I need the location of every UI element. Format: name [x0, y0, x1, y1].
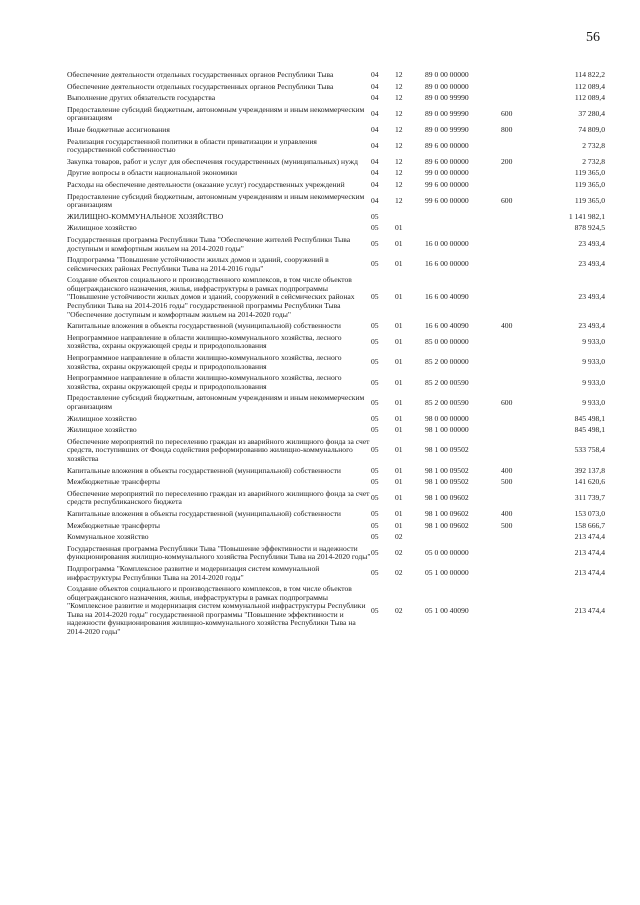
row-target-code: 98 1 00 09502 [425, 465, 469, 475]
row-target-code [425, 532, 501, 544]
table-row [67, 105, 605, 125]
row-amount: 9 933,0 [582, 377, 605, 387]
row-subsection: 12 [395, 156, 403, 166]
row-section: 05 [371, 223, 379, 233]
row-expense-type: 400 [501, 508, 513, 518]
table-row [67, 333, 605, 353]
row-section: 05 [371, 211, 379, 221]
table-row [67, 544, 605, 564]
row-subsection: 02 [395, 548, 403, 558]
row-target-code: 99 6 00 00000 [425, 195, 469, 205]
row-subsection: 01 [395, 377, 403, 387]
row-amount: 158 666,7 [574, 520, 605, 530]
row-amount: 845 498,1 [574, 413, 605, 423]
table-row [67, 137, 605, 157]
row-target-code: 98 1 00 00000 [425, 425, 469, 435]
row-subsection: 12 [395, 109, 403, 119]
row-section: 05 [371, 477, 379, 487]
row-expense-type [501, 82, 541, 94]
row-subsection: 01 [395, 508, 403, 518]
row-expense-type [501, 544, 541, 564]
table-row [67, 82, 605, 94]
row-section: 04 [371, 109, 379, 119]
row-subsection: 12 [395, 195, 403, 205]
row-subsection: 12 [395, 81, 403, 91]
row-section: 05 [371, 548, 379, 558]
row-amount: 878 924,5 [574, 223, 605, 233]
row-name: Обеспечение мероприятий по переселению граждан из аварийного жилищного фонда за счет средств республиканского бюджета [67, 488, 370, 507]
row-amount: 213 474,4 [574, 548, 605, 558]
row-expense-type: 600 [501, 109, 513, 119]
row-subsection: 01 [395, 397, 403, 407]
row-amount: 2 732,8 [582, 156, 605, 166]
row-amount: 213 474,4 [574, 532, 605, 542]
row-amount: 112 089,4 [574, 81, 605, 91]
row-section: 05 [371, 568, 379, 578]
row-expense-type: 500 [501, 520, 513, 530]
row-name: Государственная программа Республики Тыва "Повышение эффективности и надежности функционирования жилищно-коммунального хозяйства Республики Тыва на 2014-2020 годы" [67, 543, 371, 562]
table-row [67, 466, 605, 478]
row-amount: 23 493,4 [578, 239, 605, 249]
row-expense-type: 200 [501, 156, 513, 166]
row-expense-type [501, 489, 541, 509]
row-name: Жилищное хозяйство [67, 223, 137, 233]
row-target-code [425, 223, 501, 235]
row-section: 05 [371, 377, 379, 387]
row-amount: 9 933,0 [582, 397, 605, 407]
table-row [67, 564, 605, 584]
row-section: 04 [371, 156, 379, 166]
row-name: Обеспечение мероприятий по переселению граждан из аварийного жилищного фонда за счет средств, поступивших от Фонда содействия реформированию жилищно-коммунального хозяйства [67, 436, 370, 463]
row-section: 05 [371, 239, 379, 249]
row-name: Коммунальное хозяйство [67, 532, 149, 542]
row-section: 04 [371, 195, 379, 205]
table-row [67, 125, 605, 137]
row-target-code [425, 212, 501, 224]
table-row [67, 180, 605, 192]
row-target-code: 89 0 00 00000 [425, 70, 469, 79]
row-name: Подпрограмма "Комплексное развитие и модернизация систем коммунальной инфраструктуры Республики Тыва на 2014-2020 годы" [67, 563, 320, 582]
row-name: Расходы на обеспечение деятельности (оказание услуг) государственных учреждений [67, 179, 345, 189]
row-subsection: 01 [395, 292, 403, 302]
row-target-code: 85 2 00 00590 [425, 377, 469, 387]
row-expense-type [501, 70, 541, 82]
table-row [67, 255, 605, 275]
row-section: 05 [371, 292, 379, 302]
row-name: Выполнение других обязательств государства [67, 93, 216, 103]
row-expense-type [501, 223, 541, 235]
row-amount: 119 365,0 [574, 168, 605, 178]
row-expense-type [501, 564, 541, 584]
row-amount: 119 365,0 [574, 195, 605, 205]
row-name: Жилищное хозяйство [67, 413, 137, 423]
row-section: 05 [371, 605, 379, 615]
row-target-code: 89 0 00 99990 [425, 124, 469, 134]
row-target-code: 05 1 00 00000 [425, 568, 469, 578]
row-target-code: 98 1 00 09502 [425, 477, 469, 487]
table-row [67, 393, 605, 413]
row-amount: 311 739,7 [574, 493, 605, 503]
row-subsection: 01 [395, 425, 403, 435]
row-amount: 153 073,0 [574, 508, 605, 518]
table-row [67, 373, 605, 393]
row-section: 04 [371, 81, 379, 91]
row-name: Непрограммное направление в области жилищно-коммунального хозяйства, лесного хозяйства, охраны окружающей среды и природопользования [67, 332, 342, 351]
row-expense-type [501, 333, 541, 353]
row-section: 05 [371, 337, 379, 347]
row-name: Другие вопросы в области национальной экономики [67, 168, 238, 178]
row-section: 05 [371, 259, 379, 269]
row-name: Создание объектов социального и производственного комплексов, в том числе объектов общегражданского назначения, жилья, инфраструктуры в рамках подпрограммы "Комплексное развитие и модернизация систем коммунальной инфраструктуры Республики Тыва на 2014-2020 годы" государственной программы "Повышение эффективности и надежности функционирования жилищно-коммунального хозяйства Республики Тыва на 2014-2020 годы" [67, 584, 366, 637]
row-name: Закупка товаров, работ и услуг для обеспечения государственных (муниципальных) нужд [67, 156, 358, 166]
table-row [67, 425, 605, 437]
row-expense-type: 400 [501, 465, 513, 475]
row-section: 05 [371, 357, 379, 367]
row-target-code: 05 1 00 40090 [425, 605, 469, 615]
table-row [67, 414, 605, 426]
row-amount: 213 474,4 [574, 568, 605, 578]
row-expense-type [501, 235, 541, 255]
row-subsection: 12 [395, 168, 403, 178]
row-name: Создание объектов социального и производственного комплексов, в том числе объектов общегражданского назначения, жилья, инфраструктуры в рамках подпрограммы "Повышение устойчивости жилых домов и зданий, сооружений в сейсмических районах Республики Тыва на 2014-2016 годы" государственной программы Республики Тыва "Обеспечение доступным и комфортным жильем на 2014-2020 годы" [67, 275, 355, 319]
row-target-code: 98 1 00 09502 [425, 445, 469, 455]
row-section: 05 [371, 520, 379, 530]
table-row [67, 489, 605, 509]
row-name: Подпрограмма "Повышение устойчивости жилых домов и зданий, сооружений в сейсмических районах Республики Тыва на 2014-2016 годы" [67, 255, 329, 273]
row-target-code: 98 0 00 00000 [425, 413, 469, 423]
row-expense-type [501, 353, 541, 373]
row-name: Капитальные вложения в объекты государственной (муниципальной) собственности [67, 465, 341, 475]
row-subsection: 12 [395, 140, 403, 150]
row-subsection [395, 212, 425, 224]
row-section: 05 [371, 532, 379, 542]
row-expense-type [501, 437, 541, 466]
row-section: 05 [371, 465, 379, 475]
row-section: 05 [371, 397, 379, 407]
row-name: Предоставление субсидий бюджетным, автономным учреждениям и иным некоммерческим организациям [67, 104, 365, 123]
row-expense-type [501, 212, 541, 224]
table-row [67, 584, 605, 639]
row-expense-type [501, 137, 541, 157]
row-subsection: 01 [395, 465, 403, 475]
row-section: 05 [371, 508, 379, 518]
row-expense-type: 800 [501, 124, 513, 134]
row-target-code: 05 0 00 00000 [425, 548, 469, 558]
row-amount: 37 280,4 [578, 109, 605, 119]
row-expense-type [501, 532, 541, 544]
table-row [67, 157, 605, 169]
row-name: Межбюджетные трансферты [67, 477, 160, 487]
row-amount: 23 493,4 [578, 259, 605, 269]
row-amount: 213 474,4 [574, 605, 605, 615]
row-subsection: 02 [395, 568, 403, 578]
row-amount: 23 493,4 [578, 321, 605, 331]
row-section: 04 [371, 70, 379, 79]
row-section: 05 [371, 425, 379, 435]
row-subsection: 12 [395, 93, 403, 103]
row-name: Обеспечение деятельности отдельных государственных органов Республики Тыва [67, 70, 334, 79]
row-expense-type [501, 373, 541, 393]
row-subsection: 12 [395, 179, 403, 189]
row-subsection: 01 [395, 493, 403, 503]
row-section: 04 [371, 124, 379, 134]
row-name: Предоставление субсидий бюджетным, автономным учреждениям и иным некоммерческим организациям [67, 393, 365, 411]
row-section: 05 [371, 321, 379, 331]
row-amount: 112 089,4 [574, 93, 605, 103]
row-name: Непрограммное направление в области жилищно-коммунального хозяйства, лесного хозяйства, охраны окружающей среды и природопользования [67, 373, 342, 391]
row-name: Реализация государственной политики в области приватизации и управления государственной собственностью [67, 136, 317, 155]
table-row [67, 168, 605, 180]
row-section: 04 [371, 93, 379, 103]
row-section: 04 [371, 168, 379, 178]
row-section: 04 [371, 179, 379, 189]
row-expense-type: 600 [501, 397, 513, 407]
row-target-code: 89 6 00 00000 [425, 140, 469, 150]
budget-table [67, 70, 605, 639]
row-target-code: 16 0 00 00000 [425, 239, 469, 249]
row-subsection: 01 [395, 259, 403, 269]
budget-table-body [67, 70, 605, 639]
row-amount: 9 933,0 [582, 357, 605, 367]
row-name: Межбюджетные трансферты [67, 520, 160, 530]
row-section: 04 [371, 140, 379, 150]
row-name: Предоставление субсидий бюджетным, автономным учреждениям и иным некоммерческим организациям [67, 191, 365, 210]
row-subsection: 01 [395, 357, 403, 367]
row-target-code: 89 0 00 99990 [425, 109, 469, 119]
row-subsection: 01 [395, 445, 403, 455]
row-amount: 9 933,0 [582, 337, 605, 347]
row-subsection: 12 [395, 124, 403, 134]
row-subsection: 01 [395, 337, 403, 347]
row-target-code: 85 2 00 00590 [425, 397, 469, 407]
table-row [67, 521, 605, 533]
row-amount: 74 809,0 [578, 124, 605, 134]
page-number: 56 [586, 30, 600, 45]
row-target-code: 89 0 00 99990 [425, 93, 469, 103]
row-subsection: 01 [395, 520, 403, 530]
row-expense-type: 600 [501, 195, 513, 205]
row-amount: 23 493,4 [578, 292, 605, 302]
row-target-code: 89 0 00 00000 [425, 81, 469, 91]
table-row [67, 70, 605, 82]
row-name: ЖИЛИЩНО-КОММУНАЛЬНОЕ ХОЗЯЙСТВО [67, 211, 224, 221]
row-target-code: 16 6 00 00000 [425, 259, 469, 269]
row-target-code: 89 6 00 00000 [425, 156, 469, 166]
row-section: 05 [371, 445, 379, 455]
table-row [67, 437, 605, 466]
row-subsection: 02 [395, 532, 403, 542]
row-name: Непрограммное направление в области жилищно-коммунального хозяйства, лесного хозяйства, охраны окружающей среды и природопользования [67, 353, 342, 371]
row-expense-type: 500 [501, 477, 513, 487]
table-row [67, 235, 605, 255]
table-row [67, 532, 605, 544]
row-target-code: 98 1 00 09602 [425, 493, 469, 503]
row-expense-type [501, 180, 541, 192]
row-expense-type [501, 275, 541, 321]
row-target-code: 98 1 00 09602 [425, 520, 469, 530]
row-subsection: 01 [395, 223, 403, 233]
row-expense-type [501, 425, 541, 437]
row-amount: 845 498,1 [574, 425, 605, 435]
row-expense-type [501, 93, 541, 105]
table-row [67, 353, 605, 373]
row-target-code: 85 0 00 00000 [425, 337, 469, 347]
row-name: Жилищное хозяйство [67, 425, 137, 435]
row-target-code: 99 6 00 00000 [425, 179, 469, 189]
row-target-code: 98 1 00 09602 [425, 508, 469, 518]
table-row [67, 192, 605, 212]
row-target-code: 16 6 00 40090 [425, 292, 469, 302]
row-amount: 114 822,2 [574, 70, 605, 79]
table-row [67, 212, 605, 224]
row-expense-type [501, 414, 541, 426]
row-name: Капитальные вложения в объекты государственной (муниципальной) собственности [67, 321, 341, 331]
row-name: Иные бюджетные ассигнования [67, 124, 170, 134]
row-section: 05 [371, 413, 379, 423]
row-target-code: 85 2 00 00000 [425, 357, 469, 367]
table-row [67, 477, 605, 489]
row-name: Государственная программа Республики Тыва "Обеспечение жителей Республики Тыва доступным и комфортным жильем на 2014-2020 годы" [67, 234, 351, 253]
row-expense-type [501, 168, 541, 180]
row-subsection: 02 [395, 605, 403, 615]
row-subsection: 01 [395, 239, 403, 249]
row-amount: 119 365,0 [574, 179, 605, 189]
row-amount: 392 137,8 [574, 465, 605, 475]
row-subsection: 01 [395, 321, 403, 331]
row-amount: 2 732,8 [582, 140, 605, 150]
table-row [67, 509, 605, 521]
row-subsection: 01 [395, 413, 403, 423]
row-amount: 533 758,4 [574, 445, 605, 455]
row-name: Обеспечение деятельности отдельных государственных органов Республики Тыва [67, 81, 334, 91]
table-row [67, 321, 605, 333]
table-row [67, 93, 605, 105]
row-amount: 1 141 982,1 [568, 211, 605, 221]
row-expense-type [501, 584, 541, 639]
row-subsection: 12 [395, 70, 403, 79]
row-section: 05 [371, 493, 379, 503]
table-row [67, 275, 605, 321]
row-amount: 141 620,6 [574, 477, 605, 487]
table-row [67, 223, 605, 235]
row-target-code: 16 6 00 40090 [425, 321, 469, 331]
row-subsection: 01 [395, 477, 403, 487]
row-name: Капитальные вложения в объекты государственной (муниципальной) собственности [67, 508, 341, 518]
row-target-code: 99 0 00 00000 [425, 168, 469, 178]
row-expense-type [501, 255, 541, 275]
row-expense-type: 400 [501, 321, 513, 331]
